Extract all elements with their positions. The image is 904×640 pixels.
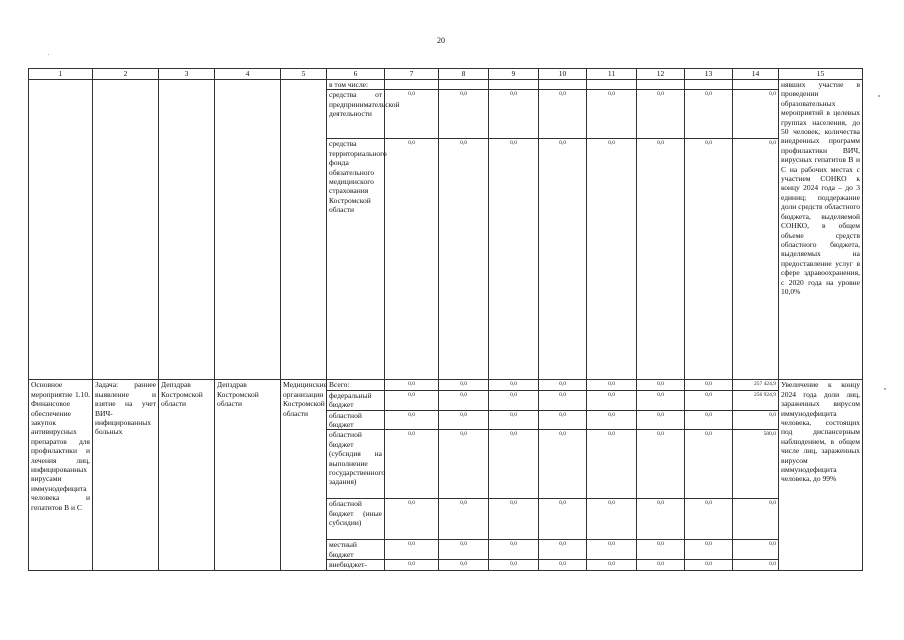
funding-value: 0,0 <box>385 410 439 430</box>
funding-value: 0,0 <box>385 560 439 571</box>
column-header-15: 15 <box>779 69 863 80</box>
scan-speck <box>48 54 49 55</box>
funding-value: 0,0 <box>489 90 539 139</box>
funding-value <box>733 80 779 90</box>
activity-participants: Медицинские организации Костромской области <box>281 380 327 571</box>
funding-value: 0,0 <box>539 390 587 410</box>
column-header-9: 9 <box>489 69 539 80</box>
funding-value: 257 424,9 <box>733 380 779 390</box>
funding-source: Всего: <box>327 380 385 390</box>
funding-value: 0,0 <box>587 380 637 390</box>
funding-value: 0,0 <box>439 410 489 430</box>
funding-value <box>539 80 587 90</box>
funding-value: 0,0 <box>637 499 685 540</box>
funding-value: 0,0 <box>539 560 587 571</box>
funding-value: 0,0 <box>733 410 779 430</box>
funding-source: областной бюджет (субсидия на выполнение государственного задания) <box>327 430 385 499</box>
funding-value: 0,0 <box>385 139 439 380</box>
funding-value: 0,0 <box>385 540 439 560</box>
funding-source: областной бюджет (иные субсидии) <box>327 499 385 540</box>
funding-value: 0,0 <box>733 139 779 380</box>
funding-value: 500,0 <box>733 430 779 499</box>
funding-value: 0,0 <box>489 540 539 560</box>
funding-value: 0,0 <box>587 390 637 410</box>
funding-value: 0,0 <box>539 139 587 380</box>
funding-value: 0,0 <box>489 410 539 430</box>
column-header-3: 3 <box>159 69 215 80</box>
funding-value: 0,0 <box>439 90 489 139</box>
program-table <box>28 68 863 571</box>
funding-value: 0,0 <box>489 560 539 571</box>
column-header-12: 12 <box>637 69 685 80</box>
funding-value: 0,0 <box>539 410 587 430</box>
funding-value: 0,0 <box>685 90 733 139</box>
column-header-2: 2 <box>93 69 159 80</box>
expected-result: Увеличение к концу 2024 года доли лиц, зараженных вирусом иммунодефицита человека, состоящих под диспансерным наблюдением, в общем числе лиц, зараженных вирусом иммунодефицита человека, до 99% <box>779 380 863 571</box>
funding-value: 0,0 <box>439 380 489 390</box>
funding-source: внебюджет- <box>327 560 385 571</box>
activity-coordinator: Депздрав Костромской области <box>159 380 215 571</box>
scan-speck <box>884 388 886 390</box>
funding-value: 0,0 <box>439 499 489 540</box>
funding-value: 0,0 <box>587 410 637 430</box>
funding-value: 0,0 <box>733 90 779 139</box>
funding-value: 0,0 <box>385 390 439 410</box>
funding-value: 0,0 <box>439 139 489 380</box>
empty-cell-col-4 <box>215 80 281 380</box>
funding-value: 0,0 <box>539 540 587 560</box>
activity-name: Основное мероприятие 1.10. Финансовое обеспечение закупок антивирусных препаратов для профилактики и лечения лиц, инфицированных вирусами иммунодефицита человека и гепатитов В и С <box>29 380 93 571</box>
empty-cell-col-5 <box>281 80 327 380</box>
column-header-5: 5 <box>281 69 327 80</box>
funding-source: средства от предпринимательской деятельности <box>327 90 385 139</box>
funding-value <box>685 80 733 90</box>
funding-value: 0,0 <box>733 560 779 571</box>
column-header-8: 8 <box>439 69 489 80</box>
funding-value: 0,0 <box>587 430 637 499</box>
funding-value: 0,0 <box>685 390 733 410</box>
funding-value: 0,0 <box>685 430 733 499</box>
funding-value: 0,0 <box>587 499 637 540</box>
funding-value: 0,0 <box>685 560 733 571</box>
funding-source: местный бюджет <box>327 540 385 560</box>
funding-value: 0,0 <box>539 380 587 390</box>
funding-value: 0,0 <box>489 139 539 380</box>
empty-cell-col-2 <box>93 80 159 380</box>
funding-value: 0,0 <box>385 430 439 499</box>
funding-value: 0,0 <box>539 90 587 139</box>
funding-value: 0,0 <box>489 390 539 410</box>
funding-value: 0,0 <box>637 139 685 380</box>
funding-source: средства территориального фонда обязательного медицинского страхования Костромской области <box>327 139 385 380</box>
funding-value: 0,0 <box>587 560 637 571</box>
funding-value: 0,0 <box>587 139 637 380</box>
funding-value: 0,0 <box>385 499 439 540</box>
funding-source: областной бюджет <box>327 410 385 430</box>
funding-value: 0,0 <box>489 380 539 390</box>
funding-value <box>385 80 439 90</box>
funding-value: 0,0 <box>587 90 637 139</box>
funding-value: 256 924,9 <box>733 390 779 410</box>
funding-value: 0,0 <box>539 499 587 540</box>
funding-value: 0,0 <box>439 390 489 410</box>
funding-value: 0,0 <box>439 430 489 499</box>
funding-value: 0,0 <box>685 380 733 390</box>
page-number: 20 <box>437 36 445 45</box>
funding-value: 0,0 <box>637 380 685 390</box>
scan-speck <box>878 95 880 97</box>
activity-task: Задача: раннее выявление и взятие на учет ВИЧ-инфицированных больных <box>93 380 159 571</box>
expected-result: нявших участие в проведении образовательных мероприятий в целевых группах населения, до 50 человек, количества внедренных программ профилактики ВИЧ, вирусных гепатитов В и С на рабочих местах с участием СОНКО к концу 2024 года – до 3 единиц; поддержание доли средств областного бюджета, выделяемой СОНКО, в общем объеме средств областного бюджета, выделяемых на предоставление услуг в сфере здравоохранения, с 2020 года на уровне 10,0% <box>779 80 863 380</box>
column-header-11: 11 <box>587 69 637 80</box>
funding-value: 0,0 <box>637 90 685 139</box>
column-header-6: 6 <box>327 69 385 80</box>
funding-value <box>637 80 685 90</box>
column-header-14: 14 <box>733 69 779 80</box>
activity-executor: Депздрав Костромской области <box>215 380 281 571</box>
funding-source: в том числе: <box>327 80 385 90</box>
funding-value: 0,0 <box>685 540 733 560</box>
funding-value: 0,0 <box>439 540 489 560</box>
funding-value: 0,0 <box>587 540 637 560</box>
funding-value: 0,0 <box>637 560 685 571</box>
funding-value: 0,0 <box>637 410 685 430</box>
column-header-1: 1 <box>29 69 93 80</box>
funding-value: 0,0 <box>385 380 439 390</box>
funding-value: 0,0 <box>539 430 587 499</box>
funding-value: 0,0 <box>733 499 779 540</box>
funding-value <box>587 80 637 90</box>
funding-value: 0,0 <box>489 430 539 499</box>
funding-value: 0,0 <box>685 139 733 380</box>
funding-value: 0,0 <box>685 410 733 430</box>
column-header-7: 7 <box>385 69 439 80</box>
funding-value: 0,0 <box>439 560 489 571</box>
column-header-4: 4 <box>215 69 281 80</box>
funding-source: федеральный бюджет <box>327 390 385 410</box>
empty-cell-col-1 <box>29 80 93 380</box>
funding-value <box>439 80 489 90</box>
funding-value: 0,0 <box>685 499 733 540</box>
funding-value: 0,0 <box>385 90 439 139</box>
empty-cell-col-3 <box>159 80 215 380</box>
funding-value: 0,0 <box>489 499 539 540</box>
funding-value <box>489 80 539 90</box>
funding-value: 0,0 <box>637 390 685 410</box>
column-header-13: 13 <box>685 69 733 80</box>
funding-value: 0,0 <box>637 430 685 499</box>
funding-value: 0,0 <box>733 540 779 560</box>
column-header-10: 10 <box>539 69 587 80</box>
funding-value: 0,0 <box>637 540 685 560</box>
